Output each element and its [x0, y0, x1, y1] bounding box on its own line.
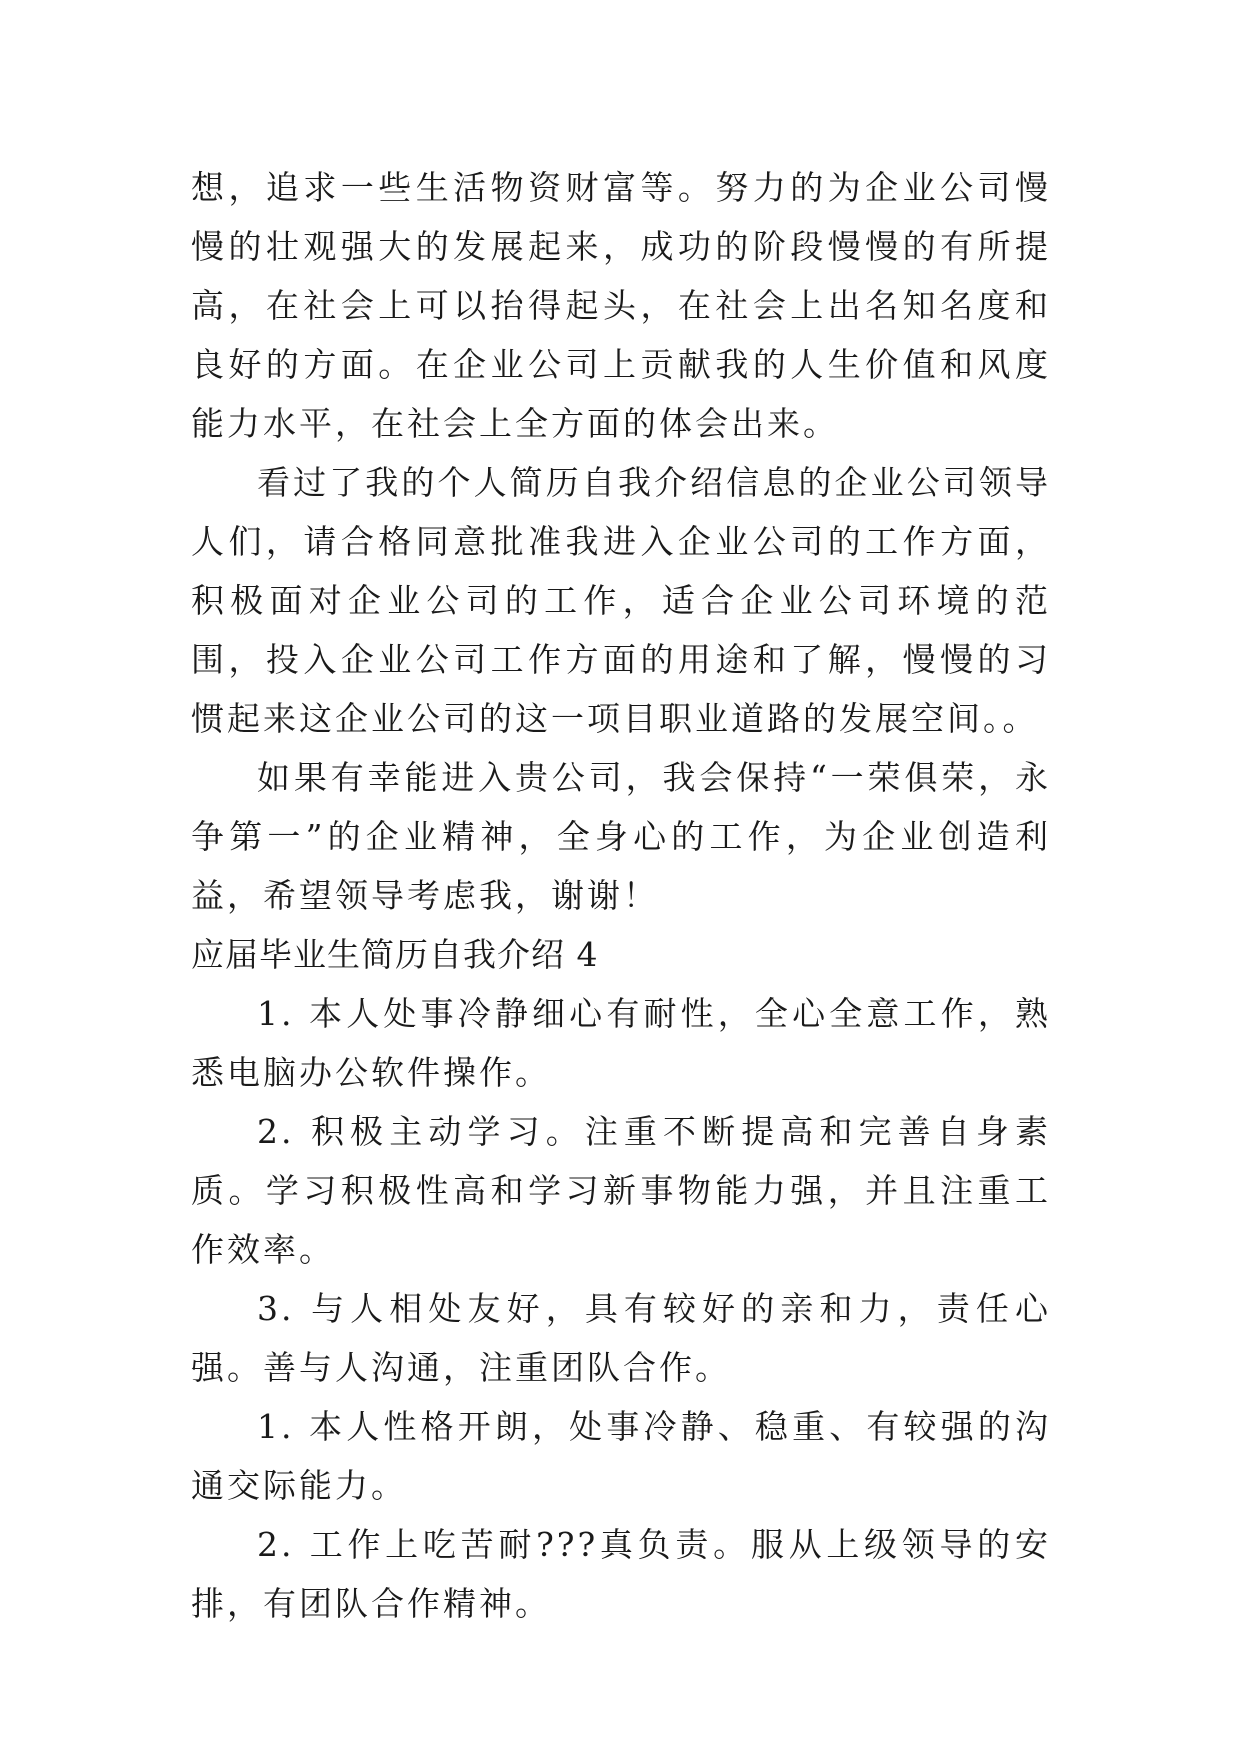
list-item-4: 1. 本人性格开朗，处事冷静、稳重、有较强的沟通交际能力。	[191, 1407, 1051, 1505]
paragraph-application-request: 看过了我的个人简历自我介绍信息的企业公司领导人们，请合格同意批准我进入企业公司的工作方面，积极面对企业公司的工作，适合企业公司环境的范围，投入企业公司工作方面的用途和了解，慢慢的习惯起来这企业公司的这一项目职业道路的发展空间。。	[191, 463, 1051, 738]
list-item-1: 1. 本人处事冷静细心有耐性，全心全意工作，熟悉电脑办公软件操作。	[191, 994, 1051, 1092]
section-heading: 应届毕业生简历自我介绍 4	[191, 935, 599, 974]
list-item-5: 2. 工作上吃苦耐???真负责。服从上级领导的安排，有团队合作精神。	[191, 1525, 1051, 1623]
paragraph-continuation: 想，追求一些生活物资财富等。努力的为企业公司慢慢的壮观强大的发展起来，成功的阶段慢慢的有所提高，在社会上可以抬得起头，在社会上出名知名度和良好的方面。在企业公司上贡献我的人生价值和风度能力水平，在社会上全方面的体会出来。	[191, 168, 1051, 443]
list-item-2: 2. 积极主动学习。注重不断提高和完善自身素质。学习积极性高和学习新事物能力强，并且注重工作效率。	[191, 1112, 1051, 1269]
document-body	[191, 158, 1051, 1633]
list-item-3: 3. 与人相处友好，具有较好的亲和力，责任心强。善与人沟通，注重团队合作。	[191, 1289, 1051, 1387]
paragraph-closing-wish: 如果有幸能进入贵公司，我会保持“一荣俱荣，永争第一”的企业精神，全身心的工作，为企业创造利益，希望领导考虑我，谢谢！	[191, 758, 1051, 915]
